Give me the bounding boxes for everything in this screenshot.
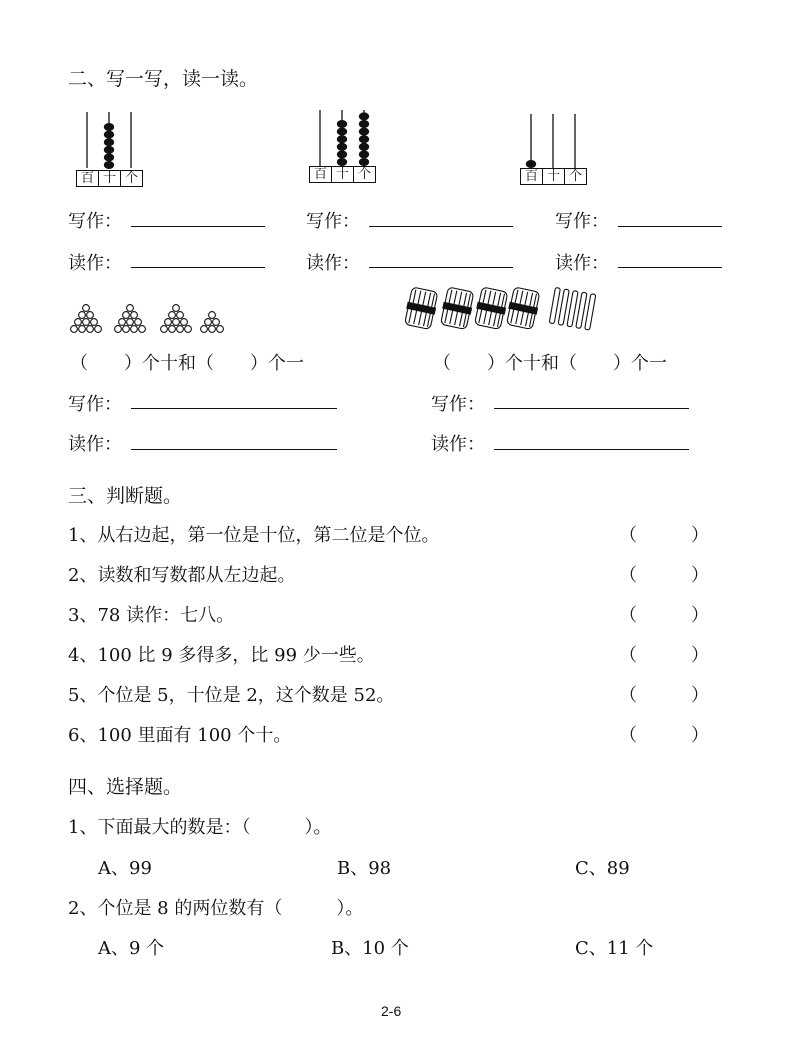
read-label-1: 读作： <box>68 253 122 274</box>
abacus-2-label-row <box>309 166 376 183</box>
tf-item-3: 3、78 读作：七八。 <box>68 605 235 626</box>
abacus-2-rods <box>309 106 379 168</box>
read-label-4: 读作： <box>68 434 122 455</box>
write-answer-line-1[interactable] <box>131 226 265 227</box>
dot-triangles-image <box>70 302 235 338</box>
write-label-4: 写作： <box>68 394 122 415</box>
abacus-1-label-row <box>76 170 143 187</box>
choice-question-2: 2、个位是 8 的两位数有（ ）。 <box>68 898 364 919</box>
abacus-bead-ones <box>359 112 369 120</box>
hundreds-label: 百 <box>310 167 332 182</box>
abacus-bead-ones <box>359 158 369 166</box>
abacus-bead-ones <box>359 128 369 136</box>
write-answer-line-2[interactable] <box>369 226 513 227</box>
abacus-bead-ones <box>359 150 369 158</box>
abacus-bead-tens <box>104 146 114 154</box>
abacus-bead-ones <box>359 143 369 151</box>
choice-2-option-b[interactable]: B、10 个 <box>331 938 409 959</box>
tens-label: 十 <box>99 171 121 186</box>
tf-answer-bracket-2[interactable]: （ ） <box>619 565 709 586</box>
tf-answer-bracket-4[interactable]: （ ） <box>619 645 709 666</box>
tf-item-2: 2、读数和写数都从左边起。 <box>68 565 296 586</box>
abacus-1-rods <box>76 108 146 170</box>
read-answer-line-3[interactable] <box>618 267 722 268</box>
abacus-bead-hundreds <box>526 160 536 168</box>
read-label-5: 读作： <box>431 434 485 455</box>
ones-label: 个 <box>568 169 582 184</box>
read-answer-line-2[interactable] <box>369 267 513 268</box>
choice-1-option-b[interactable]: B、98 <box>337 858 392 879</box>
read-label-2: 读作： <box>306 253 360 274</box>
abacus-bead-tens <box>104 161 114 169</box>
write-answer-line-3[interactable] <box>618 226 722 227</box>
choice-1-option-a[interactable]: A、99 <box>98 858 152 879</box>
tf-item-1: 1、从右边起，第一位是十位，第二位是个位。 <box>68 525 440 546</box>
tf-item-4: 4、100 比 9 多得多，比 99 少一些。 <box>68 645 375 666</box>
read-label-3: 读作： <box>555 253 609 274</box>
tf-item-6: 6、100 里面有 100 个十。 <box>68 725 292 746</box>
section-title-write-read: 二、写一写，读一读。 <box>68 68 259 90</box>
choice-1-option-c[interactable]: C、89 <box>575 858 630 879</box>
counting-prompt-dots: （ ）个十和（ ）个一 <box>70 353 304 374</box>
choice-question-1: 1、下面最大的数是：（ ）。 <box>68 817 332 838</box>
read-answer-line-4[interactable] <box>131 449 337 450</box>
ones-label: 个 <box>357 167 371 182</box>
counting-prompt-sticks: （ ）个十和（ ）个一 <box>433 353 667 374</box>
tens-label: 十 <box>543 169 565 184</box>
abacus-bead-tens <box>337 120 347 128</box>
read-answer-line-1[interactable] <box>131 267 265 268</box>
write-label-1: 写作： <box>68 211 122 232</box>
abacus-bead-tens <box>104 131 114 139</box>
write-label-5: 写作： <box>431 394 485 415</box>
section-title-choice: 四、选择题。 <box>68 776 183 798</box>
tf-answer-bracket-6[interactable]: （ ） <box>619 725 709 746</box>
write-label-2: 写作： <box>306 211 360 232</box>
hundreds-label: 百 <box>521 169 543 184</box>
choice-2-option-a[interactable]: A、9 个 <box>98 938 165 959</box>
abacus-bead-tens <box>104 123 114 131</box>
choice-2-option-c[interactable]: C、11 个 <box>575 938 654 959</box>
tf-answer-bracket-5[interactable]: （ ） <box>619 685 709 706</box>
abacus-bead-tens <box>337 128 347 136</box>
section-title-true-false: 三、判断题。 <box>68 485 183 507</box>
abacus-bead-tens <box>104 153 114 161</box>
abacus-bead-tens <box>337 143 347 151</box>
abacus-bead-tens <box>104 138 114 146</box>
write-label-3: 写作： <box>555 211 609 232</box>
stick-bundles-image <box>404 285 606 333</box>
abacus-bead-ones <box>359 135 369 143</box>
write-answer-line-4[interactable] <box>131 408 337 409</box>
tf-answer-bracket-1[interactable]: （ ） <box>619 525 709 546</box>
page-number: 2-6 <box>381 1003 402 1019</box>
abacus-bead-tens <box>337 135 347 143</box>
read-answer-line-5[interactable] <box>494 449 689 450</box>
abacus-bead-tens <box>337 150 347 158</box>
hundreds-label: 百 <box>77 171 99 186</box>
tens-label: 十 <box>332 167 354 182</box>
abacus-3-rods <box>520 110 590 170</box>
abacus-bead-tens <box>337 158 347 166</box>
ones-label: 个 <box>124 171 138 186</box>
abacus-3-label-row <box>520 168 587 185</box>
tf-item-5: 5、个位是 5，十位是 2，这个数是 52。 <box>68 685 395 706</box>
abacus-bead-ones <box>359 120 369 128</box>
tf-answer-bracket-3[interactable]: （ ） <box>619 605 709 626</box>
write-answer-line-5[interactable] <box>494 408 689 409</box>
